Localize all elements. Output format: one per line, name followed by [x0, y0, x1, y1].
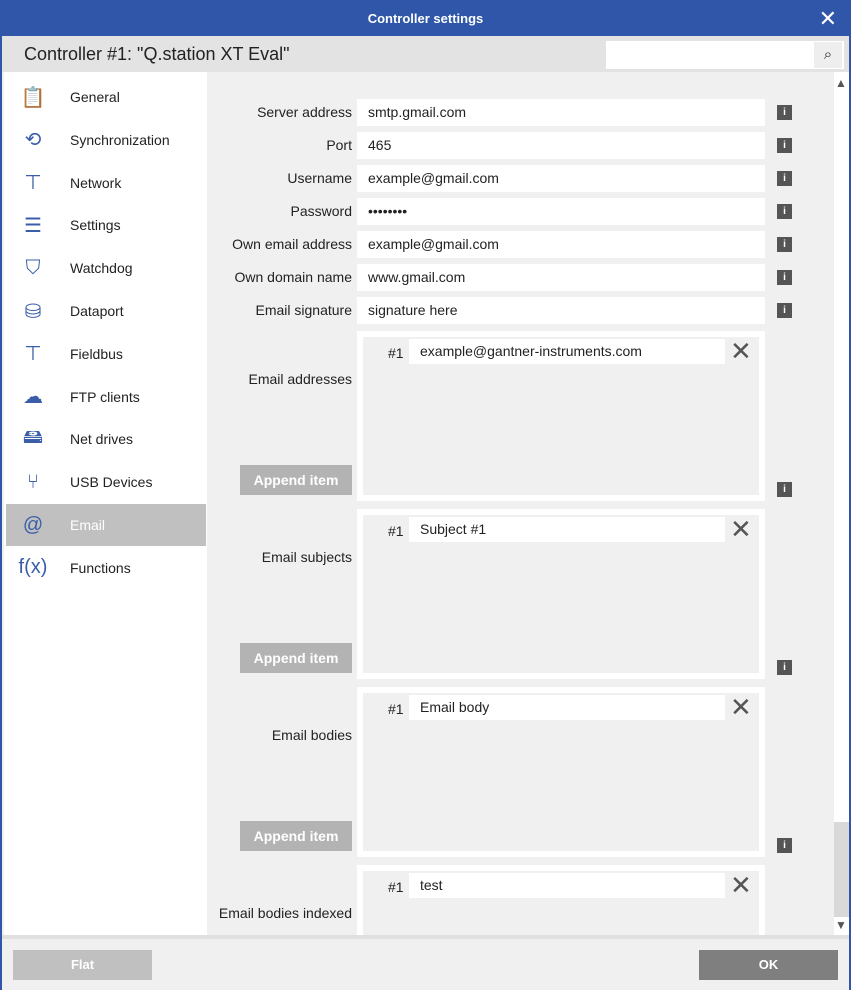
ftp-clients-icon: ☁ [23, 386, 43, 409]
footer [2, 935, 849, 990]
search-input[interactable] [606, 41, 844, 69]
list-label: Email bodies indexed [218, 905, 352, 921]
sidebar-item-label: Email [70, 517, 106, 533]
general-icon: 📋 [20, 86, 46, 109]
info-icon[interactable]: i [777, 105, 792, 120]
window-title: Controller settings [367, 11, 484, 26]
info-icon[interactable]: i [777, 303, 792, 318]
sidebar-item-label: Dataport [70, 303, 124, 319]
sidebar-item-net-drives[interactable] [6, 418, 206, 460]
field-label: Email signature [255, 302, 352, 318]
username-input[interactable]: example@gmail.com [357, 165, 765, 192]
sidebar-item-ftp-clients[interactable] [6, 376, 206, 418]
info-icon[interactable]: i [777, 204, 792, 219]
sidebar-item-label: General [70, 89, 120, 105]
append-item-button[interactable]: Append item [240, 821, 352, 851]
append-item-button[interactable]: Append item [240, 643, 352, 673]
sidebar-item-label: FTP clients [70, 388, 140, 405]
sidebar-item-email[interactable] [6, 504, 206, 546]
sidebar-item-label: USB Devices [70, 474, 153, 491]
search-icon[interactable]: ⌕ [814, 42, 842, 68]
network-icon: ⊤ [24, 172, 42, 195]
sidebar-item-label: Network [70, 174, 122, 191]
field-label: Own domain name [234, 269, 352, 285]
remove-item-icon[interactable]: ✕ [730, 336, 752, 366]
list-box [357, 509, 765, 679]
sidebar-item-watchdog[interactable] [6, 247, 206, 289]
field-label: Username [287, 170, 352, 186]
flat-button[interactable]: Flat [13, 950, 152, 980]
own-email-address-input[interactable]: example@gmail.com [357, 231, 765, 258]
list-box [357, 687, 765, 857]
scrollbar[interactable] [834, 72, 849, 935]
sidebar-item-label: Functions [70, 559, 131, 576]
field-label: Own email address [232, 236, 352, 252]
remove-item-icon[interactable]: ✕ [730, 692, 752, 722]
list-label: Email addresses [248, 371, 352, 387]
info-icon[interactable]: i [777, 138, 792, 153]
list-item-input[interactable]: Subject #1 [409, 517, 725, 542]
list-label: Email subjects [261, 549, 352, 565]
info-icon[interactable]: i [777, 482, 792, 497]
list-item-input[interactable]: Email body [409, 695, 725, 720]
sidebar-item-label: Fieldbus [70, 345, 123, 362]
settings-icon: ☰ [24, 214, 42, 237]
item-number: #1 [388, 345, 404, 361]
server-address-input[interactable]: smtp.gmail.com [357, 99, 765, 126]
sidebar-item-general[interactable] [6, 76, 206, 118]
info-icon[interactable]: i [777, 171, 792, 186]
list-box [357, 865, 765, 935]
list-box [357, 331, 765, 501]
password-input[interactable]: •••••••• [357, 198, 765, 225]
sidebar-item-label: Synchronization [70, 131, 170, 148]
sidebar-item-label: Net drives [70, 431, 134, 448]
port-input[interactable]: 465 [357, 132, 765, 159]
sidebar-item-functions[interactable] [6, 547, 206, 589]
net-drives-icon: 🖴 [22, 426, 44, 449]
info-icon[interactable]: i [777, 237, 792, 252]
sidebar-item-fieldbus[interactable] [6, 333, 206, 375]
sidebar-item-dataport[interactable] [6, 290, 206, 332]
watchdog-icon: ⛉ [25, 256, 41, 279]
scroll-down-icon[interactable]: ▼ [835, 918, 847, 932]
remove-item-icon[interactable]: ✕ [730, 514, 752, 544]
own-domain-name-input[interactable]: www.gmail.com [357, 264, 765, 291]
title-bar [2, 2, 849, 36]
synchronization-icon: ⟲ [24, 129, 42, 152]
sidebar-item-usb-devices[interactable] [6, 461, 206, 503]
email-signature-input[interactable]: signature here [357, 297, 765, 324]
sidebar-item-label: Settings [70, 217, 121, 234]
item-number: #1 [388, 523, 404, 539]
append-item-button[interactable]: Append item [240, 465, 352, 495]
remove-item-icon[interactable]: ✕ [730, 870, 752, 900]
info-icon[interactable]: i [777, 270, 792, 285]
list-item-input[interactable]: example@gantner-instruments.com [409, 339, 725, 364]
field-label: Server address [257, 104, 352, 120]
item-number: #1 [388, 879, 404, 895]
item-number: #1 [388, 701, 404, 717]
info-icon[interactable]: i [777, 838, 792, 853]
fieldbus-icon: ⊤ [24, 343, 42, 366]
sidebar-item-settings[interactable] [6, 204, 206, 246]
list-item-input[interactable]: test [409, 873, 725, 898]
info-icon[interactable]: i [777, 660, 792, 675]
field-label: Password [290, 203, 352, 219]
sidebar-item-synchronization[interactable] [6, 119, 206, 161]
sidebar-item-label: Watchdog [70, 260, 133, 277]
dataport-icon: ⛁ [24, 300, 42, 323]
sidebar [4, 72, 207, 935]
header [2, 36, 849, 72]
scroll-up-icon[interactable]: ▲ [835, 76, 847, 90]
sidebar-item-network[interactable] [6, 162, 206, 204]
functions-icon: f(x) [18, 556, 48, 579]
controller-title: Controller #1: "Q.station XT Eval" [24, 44, 290, 64]
list-label: Email bodies [271, 727, 352, 743]
usb-devices-icon: ⑂ [27, 470, 39, 493]
field-label: Port [326, 137, 352, 153]
email-settings-panel [207, 72, 834, 935]
close-icon[interactable]: ✕ [818, 6, 837, 31]
ok-button[interactable]: OK [699, 950, 838, 980]
scrollbar-thumb[interactable] [834, 822, 849, 917]
email-icon: @ [22, 513, 44, 536]
